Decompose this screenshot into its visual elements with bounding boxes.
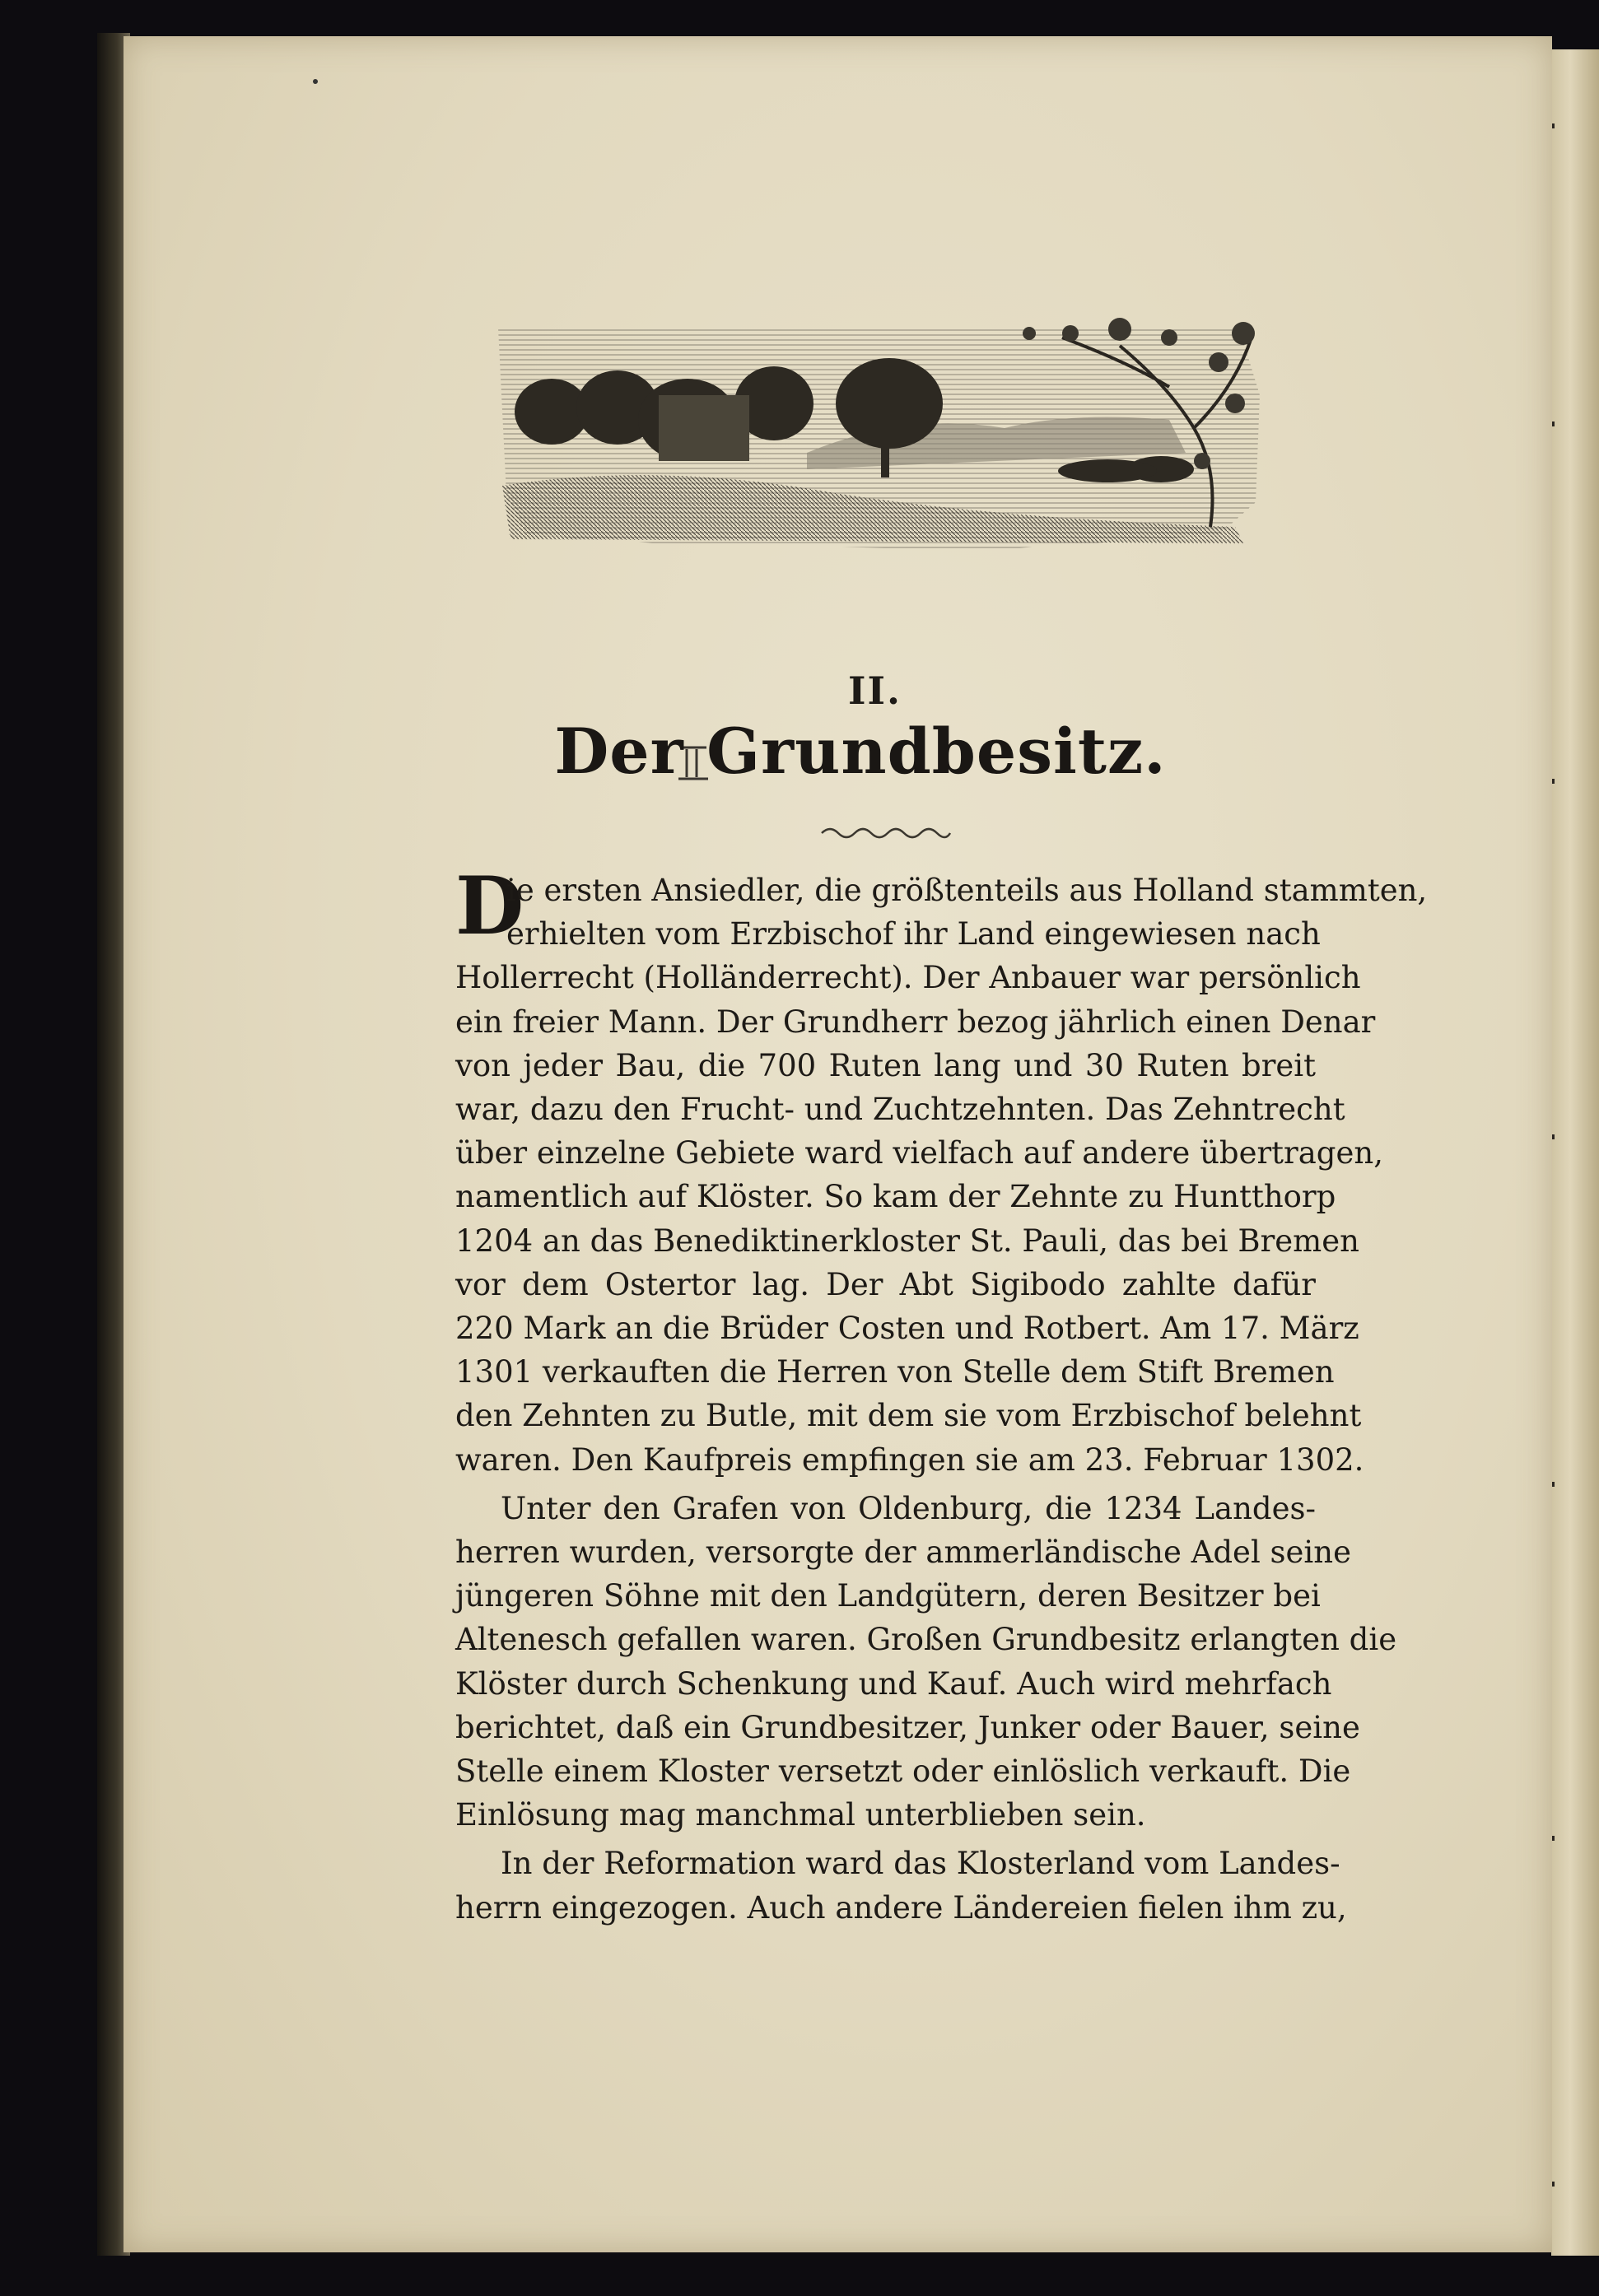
text-line: Unter den Grafen von Oldenburg, die 1234 Landes- (501, 1490, 1316, 1526)
drop-cap: D (455, 859, 524, 952)
paragraph-2 (455, 1487, 1397, 1837)
text-line: von jeder Bau, die 700 Ruten lang und 30 Ruten breit (455, 1047, 1316, 1083)
body-text (455, 859, 1428, 1930)
text-line: vor dem Ostertor lag. Der Abt Sigibodo zahlte dafür (455, 1266, 1316, 1302)
text-line: herrn eingezogen. Auch andere Ländereien fielen ihm zu, (455, 1889, 1347, 1926)
text-line: Klöster durch Schenkung und Kauf. Auch wird mehrfach (455, 1665, 1332, 1702)
text-line: Stelle einem Kloster versetzt oder einlöslich verkauft. Die (455, 1753, 1351, 1790)
chapter-number: II. (848, 668, 902, 713)
text-line: über einzelne Gebiete ward vielfach auf andere übertragen, (455, 1135, 1383, 1171)
ornament-divider (820, 823, 952, 843)
text-line: Hollerrecht (Holländerrecht). Der Anbauer war persönlich (455, 960, 1361, 996)
text-line: 220 Mark an die Brüder Costen und Rotbert. Am 17. März (455, 1311, 1359, 1347)
text-line: 1204 an das Benediktinerkloster St. Pauli, das bei Bremen (455, 1223, 1359, 1259)
text-line: herren wurden, versorgte der ammerländische Adel seine (455, 1535, 1351, 1571)
text-line: 1301 verkauften die Herren von Stelle dem Stift Bremen (455, 1354, 1335, 1390)
landscape-vignette (494, 288, 1276, 560)
chapter-title: Der Grundbesitz. (554, 715, 1167, 788)
text-line: namentlich auf Klöster. So kam der Zehnte zu Huntthorp (455, 1179, 1336, 1215)
text-line: den Zehnten zu Butle, mit dem sie vom Erzbischof belehnt (455, 1398, 1362, 1434)
text-line: waren. Den Kaufpreis empfingen sie am 23. Februar 1302. (455, 1441, 1364, 1478)
text-line: Einlösung mag manchmal unterblieben sein. (455, 1797, 1146, 1833)
text-line: In der Reformation ward das Klosterland vom Landes- (501, 1846, 1340, 1882)
next-page-edge (1551, 49, 1599, 2256)
paragraph-1 (455, 859, 1428, 1482)
text-line: erhielten vom Erzbischof ihr Land eingewiesen nach (506, 916, 1321, 952)
text-line: war, dazu den Frucht- und Zuchtzehnten. Das Zehntrecht (455, 1092, 1345, 1128)
text-line: jüngeren Söhne mit den Landgütern, deren Besitzer bei (455, 1578, 1321, 1614)
paragraph-3 (455, 1842, 1347, 1929)
text-line: berichtet, daß ein Grundbesitzer, Junker oder Bauer, seine (455, 1709, 1360, 1745)
text-line: Altenesch gefallen waren. Großen Grundbesitz erlangten die (455, 1622, 1397, 1658)
text-line: ie ersten Ansiedler, die größtenteils aus Holland stammten, (506, 873, 1428, 908)
text-line: ein freier Mann. Der Grundherr bezog jährlich einen Denar (455, 1004, 1376, 1040)
speck (313, 79, 318, 84)
